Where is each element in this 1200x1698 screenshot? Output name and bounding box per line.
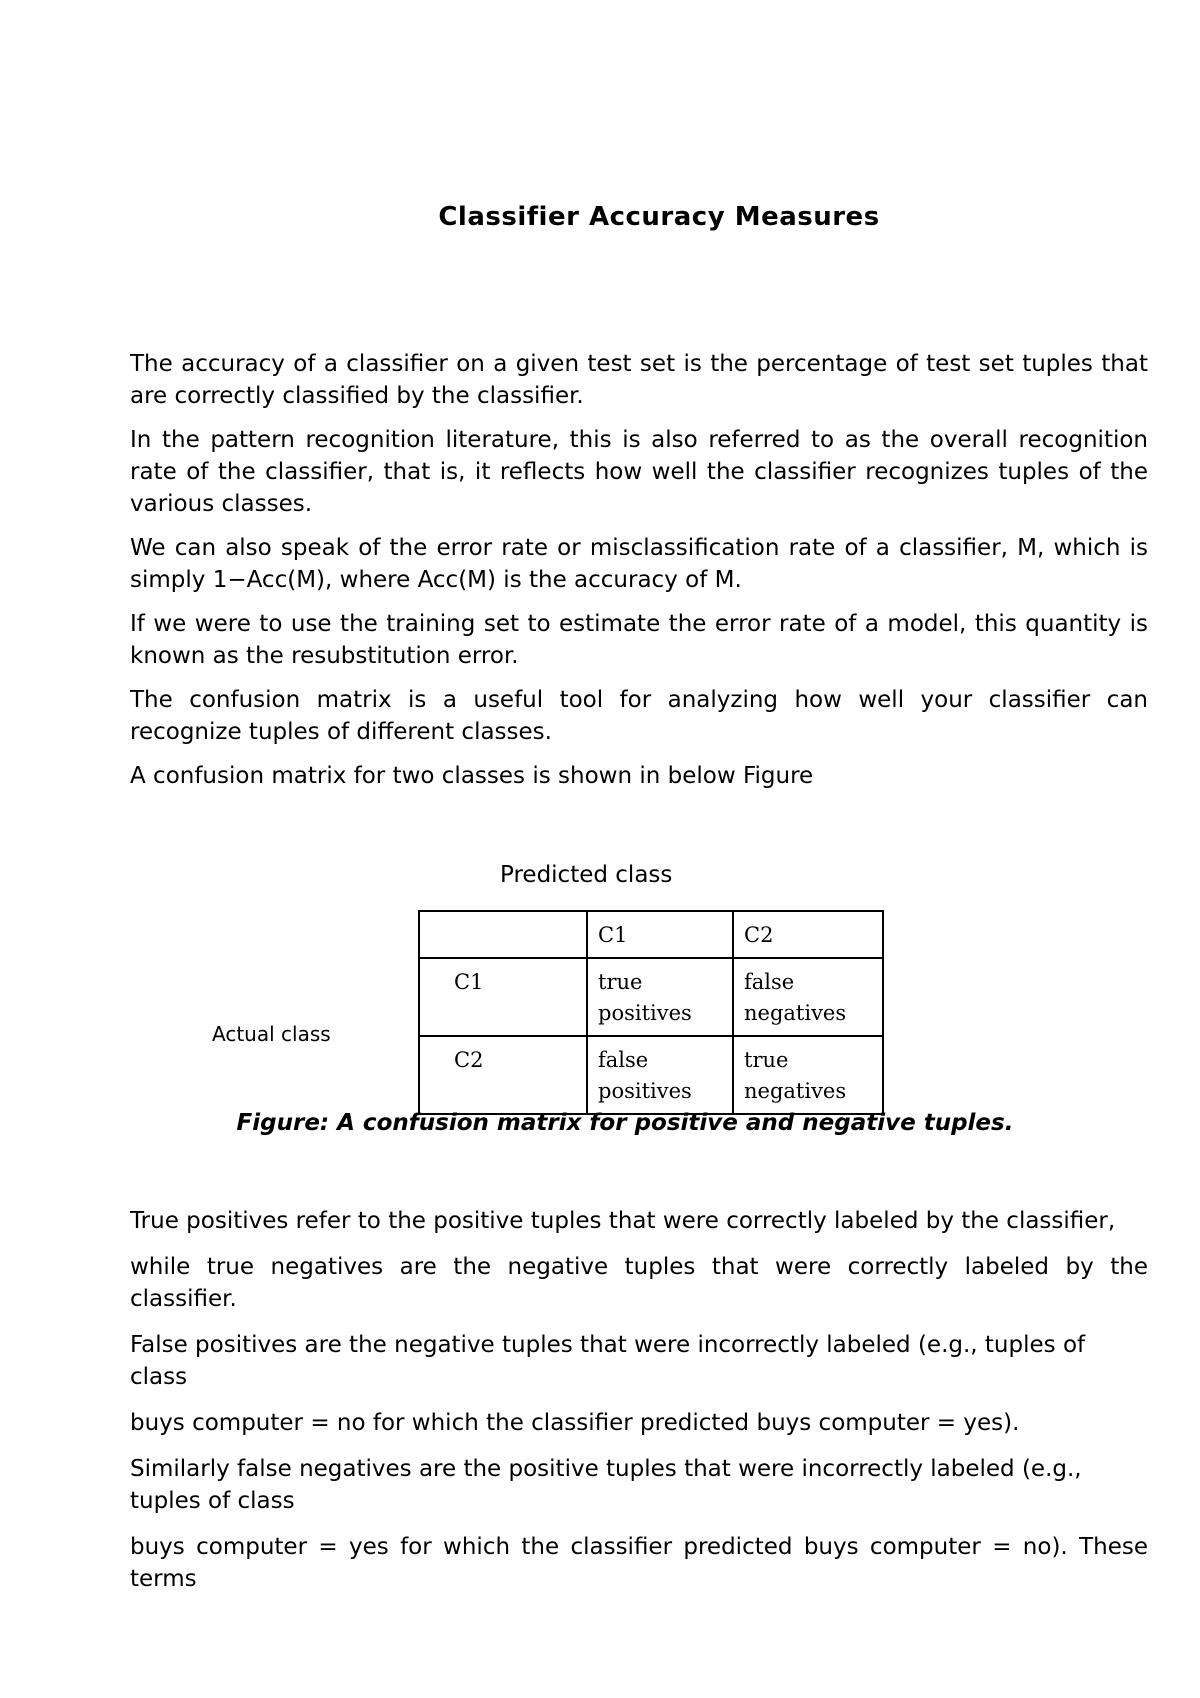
table-row xyxy=(419,958,883,1036)
paragraph-false-positives-example: buys computer = no for which the classifier predicted buys computer = yes). xyxy=(130,1410,1020,1436)
row-label-c2: C2 xyxy=(419,1036,587,1114)
header-cell-c2: C2 xyxy=(733,911,883,958)
paragraph-false-negatives-example: buys computer = yes for which the classifier predicted buys computer = no). These terms xyxy=(130,1534,1148,1592)
predicted-class-label: Predicted class xyxy=(500,862,673,888)
paragraph-resubstitution-error: If we were to use the training set to estimate the error rate of a model, this quantity is known as the resubstitution error. xyxy=(130,611,1148,669)
paragraph-figure-intro: A confusion matrix for two classes is shown in below Figure xyxy=(130,763,814,789)
actual-class-label: Actual class xyxy=(212,1022,331,1046)
header-cell-empty xyxy=(419,911,587,958)
table-header-row xyxy=(419,911,883,958)
cell-false-positives: false positives xyxy=(587,1036,733,1114)
paragraph-error-rate: We can also speak of the error rate or misclassification rate of a classifier, M, which is simply 1−Acc(M), where Acc(M) is the accuracy of M. xyxy=(130,535,1148,593)
table-row xyxy=(419,1036,883,1114)
paragraph-false-positives: False positives are the negative tuples that were incorrectly labeled (e.g., tuples of class xyxy=(130,1332,1086,1390)
paragraph-confusion-matrix: The confusion matrix is a useful tool for analyzing how well your classifier can recognize tuples of different classes. xyxy=(130,687,1148,745)
cell-true-positives: true positives xyxy=(587,958,733,1036)
intro-section xyxy=(130,348,1148,804)
paragraph-accuracy-definition: The accuracy of a classifier on a given test set is the percentage of test set tuples that are correctly classified by the classifier. xyxy=(130,351,1148,409)
figure-caption: Figure: A confusion matrix for positive and negative tuples. xyxy=(236,1110,1014,1136)
paragraph-true-negatives: while true negatives are the negative tuples that were correctly labeled by the classifier. xyxy=(130,1254,1148,1312)
paragraph-true-positives: True positives refer to the positive tuples that were correctly labeled by the classifier, xyxy=(130,1208,1116,1234)
row-label-c1: C1 xyxy=(419,958,587,1036)
cell-false-negatives: false negatives xyxy=(733,958,883,1036)
cell-true-negatives: true negatives xyxy=(733,1036,883,1114)
paragraph-recognition-rate: In the pattern recognition literature, this is also referred to as the overall recognition rate of the classifier, that is, it reflects how well the classifier recognizes tuples of the various classes. xyxy=(130,427,1148,517)
confusion-matrix-table xyxy=(418,910,884,1115)
explanation-section xyxy=(130,1205,1148,1609)
header-cell-c1: C1 xyxy=(587,911,733,958)
page-title: Classifier Accuracy Measures xyxy=(438,202,880,232)
paragraph-false-negatives: Similarly false negatives are the positive tuples that were incorrectly labeled (e.g., tuples of class xyxy=(130,1456,1082,1514)
